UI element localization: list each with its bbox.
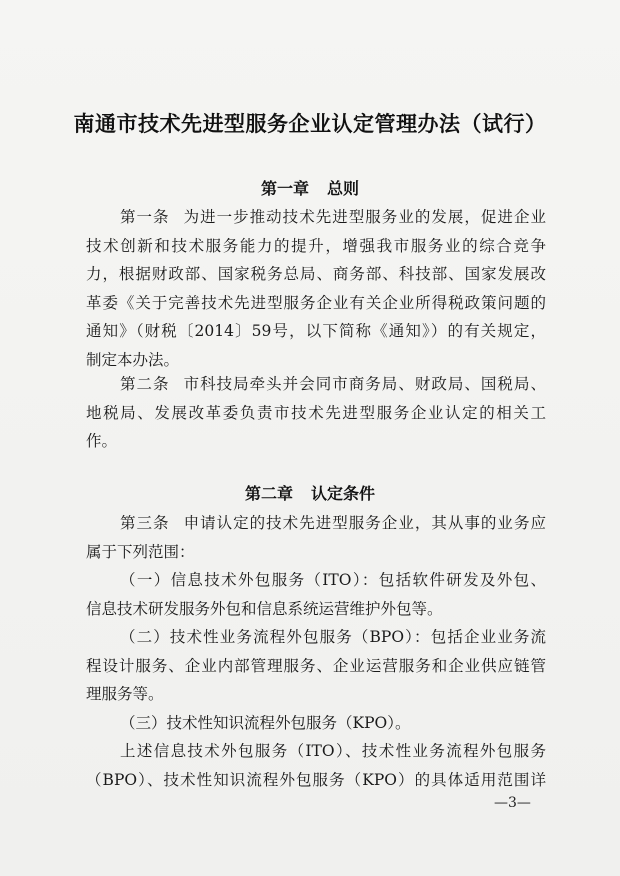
chapter-one-name: 总则 — [327, 179, 360, 198]
article-two-line — [86, 370, 546, 399]
article-three — [86, 509, 546, 566]
scope-item-two — [86, 623, 546, 709]
scope-item-two-line: 理服务等。 — [86, 685, 164, 703]
article-three-line: 属于下列范围： — [86, 542, 195, 561]
article-two-line: 地税局、发展改革委负责市技术先进型服务企业认定的相关工 — [86, 403, 546, 422]
chapter-two-name: 认定条件 — [311, 484, 376, 503]
article-three-label: 第三条 — [120, 514, 170, 532]
article-three-text: 申请认定的技术先进型服务企业，其从事的业务应 — [183, 514, 546, 532]
article-one-line: 技术创新和技术服务能力的提升，增强我市服务业的综合竞争 — [86, 236, 546, 255]
article-one-text: 为进一步推动技术先进型服务业的发展，促进企业 — [183, 208, 546, 226]
closing-line: （BPO）、技术性知识流程外包服务（KPO）的具体适用范围详 — [86, 770, 546, 789]
scope-item-three-line: （三）技术性知识流程外包服务（KPO）。 — [120, 714, 411, 732]
article-one — [86, 203, 546, 374]
scope-item-three — [86, 709, 546, 738]
scope-item-one-line: 信息技术研发服务外包和信息系统运营维护外包等。 — [86, 599, 443, 618]
chapter-one-heading — [0, 176, 620, 199]
page-number: —3— — [494, 795, 531, 811]
article-two-text: 市科技局牵头并会同市商务局、财政局、国税局、 — [183, 375, 546, 393]
document-title: 南通市技术先进型服务企业认定管理办法（试行） — [73, 112, 547, 136]
article-one-label: 第一条 — [120, 208, 170, 226]
scope-item-two-line: 程设计服务、企业内部管理服务、企业运营服务和企业供应链管 — [86, 656, 546, 675]
article-one-line: 革委《关于完善技术先进型服务企业有关企业所得税政策问题的 — [86, 293, 546, 312]
chapter-one-number: 第一章 — [260, 179, 309, 198]
article-one-line — [86, 203, 546, 232]
scope-item-two-line: （二）技术性业务流程外包服务（BPO）：包括企业业务流 — [120, 628, 546, 646]
article-two — [86, 370, 546, 456]
article-one-line: 制定本办法。 — [86, 350, 180, 369]
closing-line: 上述信息技术外包服务（ITO）、技术性业务流程外包服务 — [120, 742, 546, 760]
article-two-label: 第二条 — [120, 375, 170, 393]
chapter-two-number: 第二章 — [244, 484, 293, 503]
article-one-line: 力，根据财政部、国家税务总局、商务部、科技部、国家发展改 — [86, 265, 546, 283]
article-three-line — [86, 509, 546, 538]
scope-item-one — [86, 566, 546, 623]
chapter-two-heading — [0, 481, 620, 504]
article-two-line: 作。 — [86, 432, 118, 450]
scope-item-one-line: （一）信息技术外包服务（ITO）：包括软件研发及外包、 — [120, 571, 546, 589]
article-one-line: 通知》（财税〔2014〕59号，以下简称《通知》）的有关规定， — [86, 322, 546, 340]
closing-paragraph — [86, 737, 546, 794]
